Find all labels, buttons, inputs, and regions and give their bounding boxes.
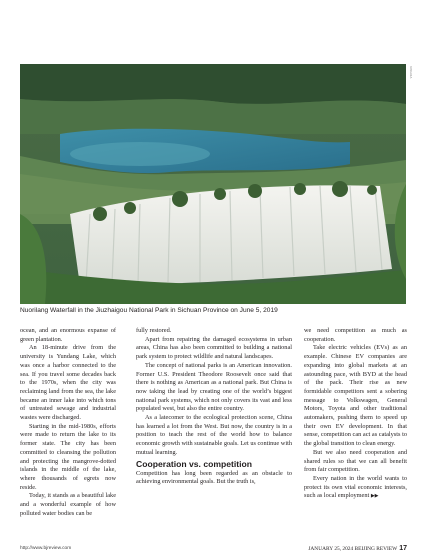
- paragraph: Apart from repairing the damaged ecosystems in urban areas, China has also been committed to building a national park system to protect wildlife and natural landscapes.: [136, 335, 292, 361]
- waterfall-photo: [20, 64, 406, 304]
- article-column-2: [136, 327, 292, 542]
- paragraph: ocean, and an enormous expanse of green plantation.: [20, 327, 116, 343]
- section-subheading: Cooperation vs. competition: [136, 458, 253, 469]
- paragraph: [304, 475, 407, 501]
- paragraph: Competition has long been regarded as an obstacle to achieving environmental goals. But the truth is,: [136, 469, 292, 486]
- article-column-1: [20, 327, 116, 542]
- photo-credit: XINHUA: [409, 66, 413, 79]
- paragraph: As a latecomer to the ecological protection scene, China has learned a lot from the West. But now, the country is in a position to teach the rest of the world how to balance economic growth with sustainable goals. Let us continue with mutual learning.: [136, 414, 292, 456]
- paragraph: But we also need cooperation and shared rules so that we can all benefit from fair competition.: [304, 448, 407, 474]
- footer-issue: [308, 545, 407, 552]
- paragraph: Take electric vehicles (EVs) as an example. Chinese EV companies are expanding into global markets at an astounding pace, with BYD at the head of the pack. Their rise as new formidable competitors sent a sobering message to Volkswagen, General Motors, Toyota and other traditional automakers, pushing them to speed up their own EV development. In that sense, competition can act as catalysts to the global transition to clean energy.: [304, 344, 407, 448]
- article-column-3: [304, 327, 407, 542]
- paragraph: we need competition as much as cooperation.: [304, 327, 407, 343]
- footer-url[interactable]: http://www.bjreview.com: [20, 546, 72, 551]
- issue-line: JANUARY 25, 2024 BEIJING REVIEW: [308, 546, 398, 552]
- paragraph: Starting in the mid-1980s, efforts were made to return the lake to its former state. The city has been committed to cleansing the pollution and protecting the mangrove-dotted islands in the middle of the lake, where thousands of egrets now reside.: [20, 422, 116, 491]
- page-number: 17: [399, 545, 407, 552]
- continue-arrow-icon: ▶▶: [370, 493, 379, 500]
- paragraph: An 18-minute drive from the university is Yundang Lake, which was once a harbor connected to the sea. If you travel some decades back to the 1970s, when the city was reclaiming land from the sea, the lake became an inner lake into which tons of untreated sewage and industrial wastes were discharged.: [20, 344, 116, 422]
- photo-caption: Nuorilang Waterfall in the Jiuzhaigou National Park in Sichuan Province on June 5, 2019: [20, 307, 278, 314]
- paragraph: Today, it stands as a beautiful lake and a wonderful example of how polluted water bodies can be: [20, 492, 116, 517]
- paragraph: fully restored.: [136, 327, 172, 334]
- paragraph: The concept of national parks is an American innovation. Former U.S. President Theodore Roosevelt once said that there is nothing as American as a national park. But China is now taking the lead by creating one of the world’s biggest national park systems, which not only covers its vast and less populated west, but also the entire country.: [136, 361, 292, 413]
- paragraph-text: Every nation in the world wants to protect its own vital economic interests, such as local employment: [304, 474, 407, 500]
